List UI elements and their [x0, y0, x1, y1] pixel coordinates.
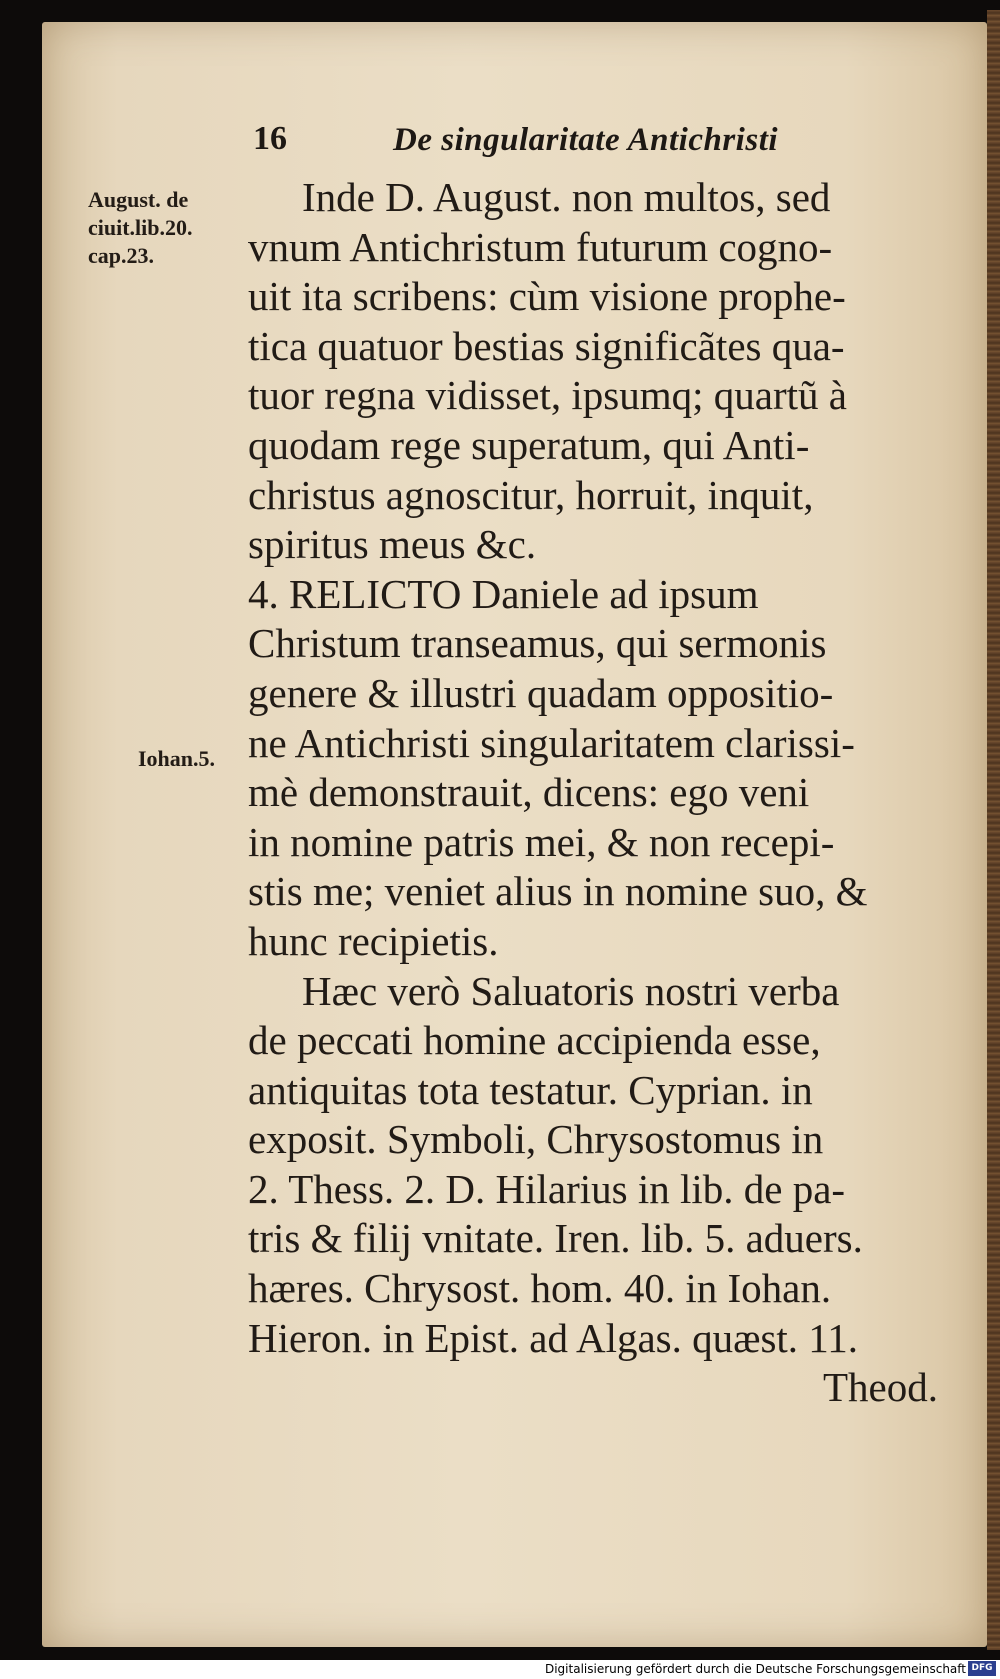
- text-line: Christum transeamus, qui sermonis: [248, 620, 827, 667]
- page-header: [253, 120, 893, 170]
- text-line: Hieron. in Epist. ad Algas. quæst. 11.: [248, 1314, 859, 1361]
- text-line: vnum Antichristum futurum cogno-: [248, 223, 833, 270]
- text-line: antiquitas tota testatur. Cyprian. in: [248, 1066, 813, 1113]
- marginal-note-august: [88, 186, 258, 270]
- text-line: tica quatuor bestias significãtes qua-: [248, 322, 845, 369]
- text-line: tris & filij vnitate. Iren. lib. 5. aduers.: [248, 1215, 863, 1262]
- page-number: 16: [253, 120, 287, 157]
- text-line: 4. RELICTO Daniele ad ipsum: [248, 570, 759, 617]
- catchword: Theod.: [823, 1364, 938, 1411]
- text-line: stis me; veniet alius in nomine suo, &: [248, 868, 868, 915]
- text-line: quodam rege superatum, qui Anti-: [248, 421, 810, 468]
- text-line: mè demonstrauit, dicens: ego veni: [248, 769, 810, 816]
- text-line: Hæc verò Saluatoris nostri verba: [302, 967, 840, 1014]
- text-line: in nomine patris mei, & non recepi-: [248, 818, 835, 865]
- text-line: tuor regna vidisset, ipsumq; quartũ à: [248, 372, 847, 419]
- marginal-line: ciuit.lib.20.: [88, 215, 193, 240]
- text-line: ne Antichristi singularitatem clarissi-: [248, 719, 855, 766]
- text-line: genere & illustri quadam oppositio-: [248, 669, 834, 716]
- marginal-note-iohan: Iohan.5.: [138, 746, 216, 771]
- text-line: uit ita scribens: cùm visione prophe-: [248, 273, 846, 320]
- body-text: [248, 173, 938, 1413]
- dfg-logo: DFG: [968, 1661, 996, 1676]
- text-line: hunc recipietis.: [248, 917, 499, 964]
- funding-credit: Digitalisierung gefördert durch die Deutsche Forschungsgemeinschaft: [544, 1662, 966, 1676]
- text-line: hæres. Chrysost. hom. 40. in Iohan.: [248, 1265, 832, 1312]
- text-line: 2. Thess. 2. D. Hilarius in lib. de pa-: [248, 1165, 846, 1212]
- text-line: de peccati homine accipienda esse,: [248, 1017, 821, 1064]
- marginal-line: cap.23.: [88, 243, 154, 268]
- text-line: spiritus meus &c.: [248, 521, 537, 568]
- marginal-line: August. de: [88, 187, 189, 212]
- text-line: christus agnoscitur, horruit, inquit,: [248, 471, 814, 518]
- book-fore-edge: [987, 10, 1000, 1650]
- running-title: De singularitate Antichristi: [393, 122, 779, 158]
- text-line: exposit. Symboli, Chrysostomus in: [248, 1116, 824, 1163]
- text-line: Inde D. August. non multos, sed: [302, 174, 831, 220]
